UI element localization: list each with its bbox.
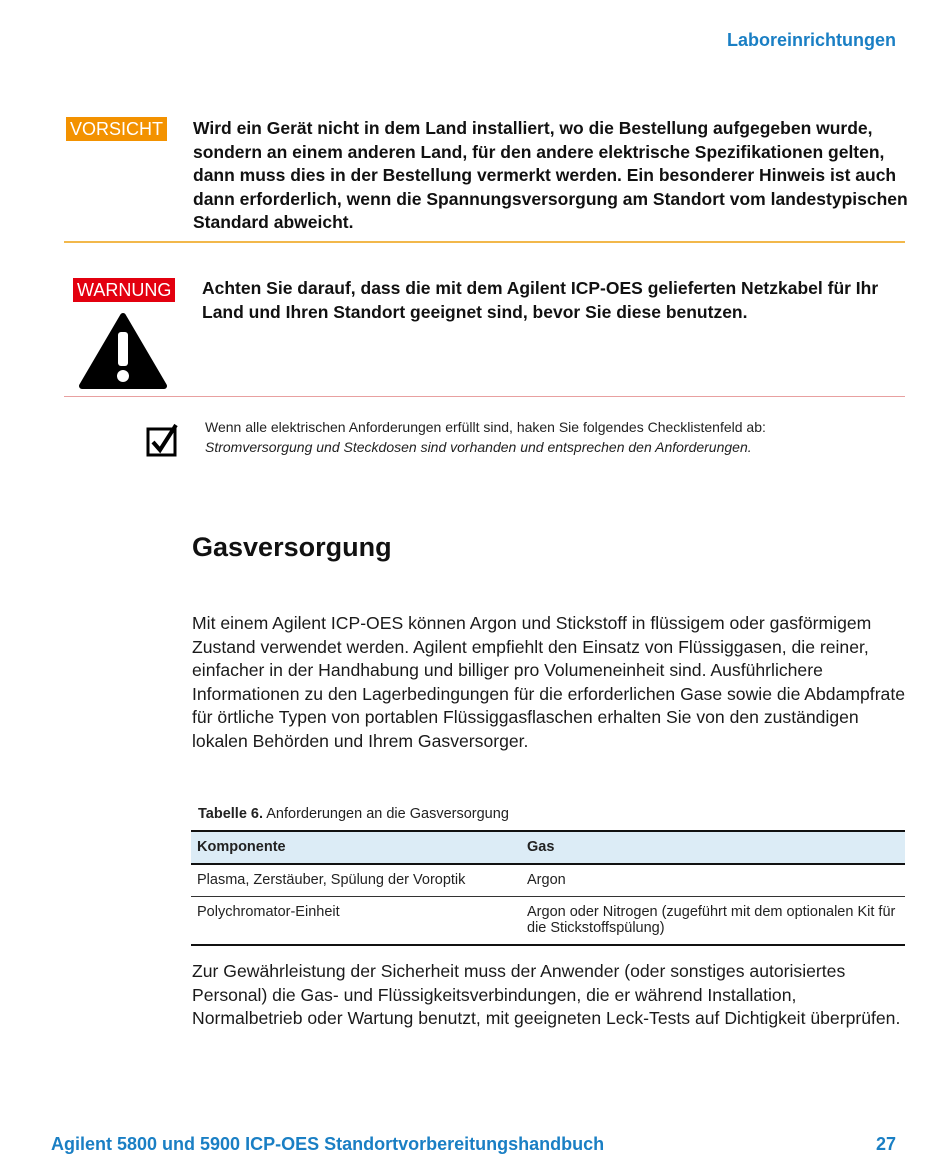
table-header-gas: Gas	[527, 839, 555, 855]
caution-text: Wird ein Gerät nicht in dem Land installiert, wo die Bestellung aufgegeben wurde, sondern an einem anderen Land, für den andere elektrische Spezifikationen gelten, dann muss dies in der Bestellung vermerkt werden. Ein besonderer Hinweis ist auch dann erforderlich, wenn die Spannungsversorgung am Standort vom landestypischen Standard abweicht.	[193, 118, 908, 232]
table-cell: Argon oder Nitrogen (zugeführt mit dem optionalen Kit für die Stickstoffspülung)	[527, 904, 896, 936]
checked-box-icon	[146, 423, 178, 457]
checklist-intro: Wenn alle elektrischen Anforderungen erfüllt sind, haken Sie folgendes Checklistenfeld ab:	[205, 419, 766, 435]
running-header: Laboreinrichtungen	[726, 30, 896, 50]
section-title: Gasversorgung	[192, 532, 392, 562]
caution-divider	[64, 241, 905, 243]
gas-requirements-table	[191, 830, 905, 946]
warning-badge: WARNUNG	[73, 278, 175, 302]
table-cell: Plasma, Zerstäuber, Spülung der Voroptik	[197, 872, 466, 888]
warning-divider	[64, 396, 905, 397]
table-caption-text: Anforderungen an die Gasversorgung	[263, 806, 509, 822]
paragraph-intro: Mit einem Agilent ICP-OES können Argon und Stickstoff in flüssigem oder gasförmigem Zustand verwendet werden. Agilent empfiehlt den Einsatz von Flüssiggasen, die reiner, einfacher in der Handhabung und billiger pro Volumeneinheit sind. Ausführlichere Informationen zu den Lagerbedingungen für die erforderlichen Gase sowie die Abdampfrate für örtliche Typen von portablen Flüssiggasflaschen erhalten Sie von den zuständigen lokalen Behörden und Ihrem Gasversorger.	[192, 613, 906, 751]
paragraph-safety: Zur Gewährleistung der Sicherheit muss der Anwender (oder sonstiges autorisiertes Personal) die Gas- und Flüssigkeitsverbindungen, die er während Installation, Normalbetrieb oder Wartung benutzt, mit geeigneten Leck-Tests auf Dichtigkeit überprüfen.	[192, 961, 901, 1028]
footer-title: Agilent 5800 und 5900 ICP-OES Standortvorbereitungshandbuch	[51, 1134, 605, 1154]
table-row	[191, 864, 905, 897]
table-caption	[198, 806, 509, 822]
table-cell: Argon	[527, 872, 566, 888]
table-caption-label: Tabelle 6.	[198, 806, 264, 822]
table-row	[191, 897, 905, 946]
warning-text: Achten Sie darauf, dass die mit dem Agilent ICP-OES gelieferten Netzkabel für Ihr Land und Ihren Standort geeignet sind, bevor Sie diese benutzen.	[202, 278, 879, 322]
checklist-item: Stromversorgung und Steckdosen sind vorhanden und entsprechen den Anforderungen.	[205, 439, 752, 455]
page-number: 27	[875, 1134, 896, 1154]
checklist-text	[205, 417, 905, 457]
warning-triangle-icon	[78, 312, 168, 390]
caution-badge: VORSICHT	[66, 117, 167, 141]
table-cell: Polychromator-Einheit	[197, 904, 340, 920]
table-header-component: Komponente	[197, 839, 286, 855]
table-header-row	[191, 831, 905, 864]
